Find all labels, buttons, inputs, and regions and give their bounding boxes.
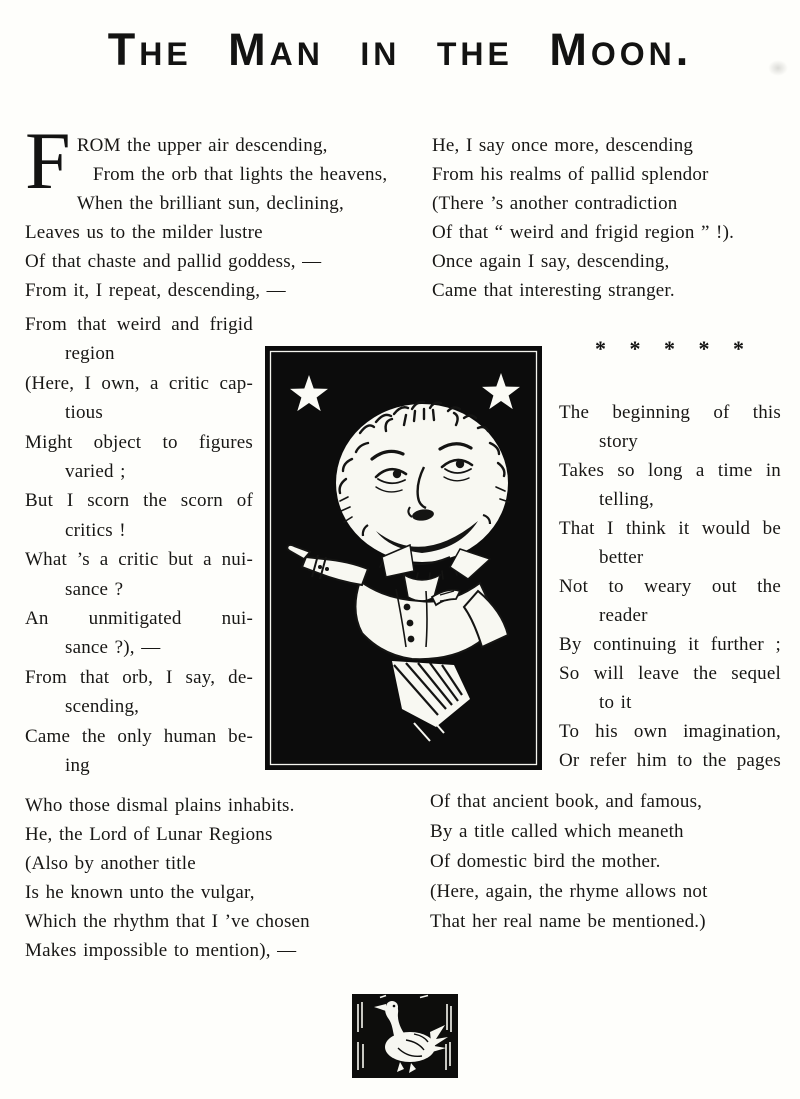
poem-line: By a title called which meaneth <box>430 821 684 842</box>
poem-line: to it <box>599 692 632 713</box>
poem-line: story <box>599 431 638 452</box>
poem-title: The Man in the Moon. <box>107 24 693 75</box>
poem-line: Of that ancient book, and famous, <box>430 791 703 812</box>
poem-line: Once again I say, descending, <box>432 251 670 272</box>
poem-line: varied ; <box>65 461 126 483</box>
poem-line: Might object to figures <box>25 431 253 453</box>
drop-cap: F <box>25 115 71 206</box>
poem-line: Or refer him to the pages <box>559 750 781 771</box>
poem-line: An unmitigated nui- <box>25 608 253 630</box>
poem-line: tious <box>65 402 103 424</box>
stanza-right-top <box>432 131 782 305</box>
stanza-left-bottom <box>25 791 343 965</box>
scan-smudge <box>768 60 788 76</box>
poem-line: He, I say once more, descending <box>432 135 694 156</box>
poem-line: When the brilliant sun, declining, <box>76 193 344 214</box>
poem-line: But I scorn the scorn of <box>25 490 253 512</box>
man-in-the-moon-illustration <box>264 345 543 771</box>
stanza-right-beside-illustration <box>559 398 781 775</box>
poem-line: Who those dismal plains inhabits. <box>25 795 295 816</box>
stanza-right-bottom <box>430 787 768 937</box>
poem-line: Leaves us to the milder lustre <box>25 222 263 243</box>
poem-line: (Here, again, the rhyme allows not <box>430 881 708 902</box>
poem-line: Came that interesting stranger. <box>432 280 675 301</box>
poem-line: critics ! <box>65 519 126 541</box>
poem-line: Of that chaste and pallid goddess, — <box>25 251 322 272</box>
poem-line: So will leave the sequel <box>559 663 781 684</box>
poem-line: sance ?), — <box>65 637 161 659</box>
poem-line: From it, I repeat, descending, — <box>25 280 286 301</box>
swan-illustration <box>350 992 460 1080</box>
poem-line: From his realms of pallid splendor <box>432 164 709 185</box>
poem-line: What ’s a critic but a nui- <box>25 549 253 571</box>
poem-line: The beginning of this <box>559 402 781 423</box>
poem-line: ROM the upper air descending, <box>76 135 328 156</box>
section-break-ornament: * * * * * <box>595 336 745 361</box>
poem-line: That I think it would be <box>559 518 781 539</box>
poem-line: By continuing it further ; <box>559 634 781 655</box>
poem-line: From that orb, I say, de- <box>25 666 253 688</box>
poem-line: reader <box>599 605 648 626</box>
poem-line: Not to weary out the <box>559 576 781 597</box>
poem-line: Is he known unto the vulgar, <box>25 882 255 903</box>
poem-line: From that weird and frigid <box>25 314 253 335</box>
poem-line: sance ? <box>65 578 124 600</box>
poem-line: Takes so long a time in <box>559 460 781 481</box>
poem-line: From the orb that lights the heavens, <box>92 164 388 185</box>
poem-line: That her real name be mentioned.) <box>430 911 706 932</box>
poem-line: Came the only human be- <box>25 725 253 747</box>
poem-line: (There ’s another contradiction <box>432 193 678 214</box>
poem-line: ing <box>65 755 90 777</box>
poem-line: scending, <box>65 696 140 718</box>
stanza-left-intro <box>25 115 433 305</box>
poem-line: Of that “ weird and frigid region ” !). <box>432 222 735 243</box>
poem-line: He, the Lord of Lunar Regions <box>25 824 273 845</box>
poem-line: Which the rhythm that I ’ve chosen <box>25 911 310 932</box>
poem-line: region <box>65 343 115 365</box>
poem-line: Makes impossible to mention), — <box>25 940 297 961</box>
poem-line: (Also by another title <box>25 853 196 874</box>
stanza-left-beside-illustration <box>25 310 253 781</box>
poem-line: Of domestic bird the mother. <box>430 851 661 872</box>
poem-line: (Here, I own, a critic cap- <box>25 372 253 394</box>
poem-line: To his own imagination, <box>559 721 781 742</box>
poem-line: better <box>599 547 644 568</box>
poem-line: telling, <box>599 489 654 510</box>
